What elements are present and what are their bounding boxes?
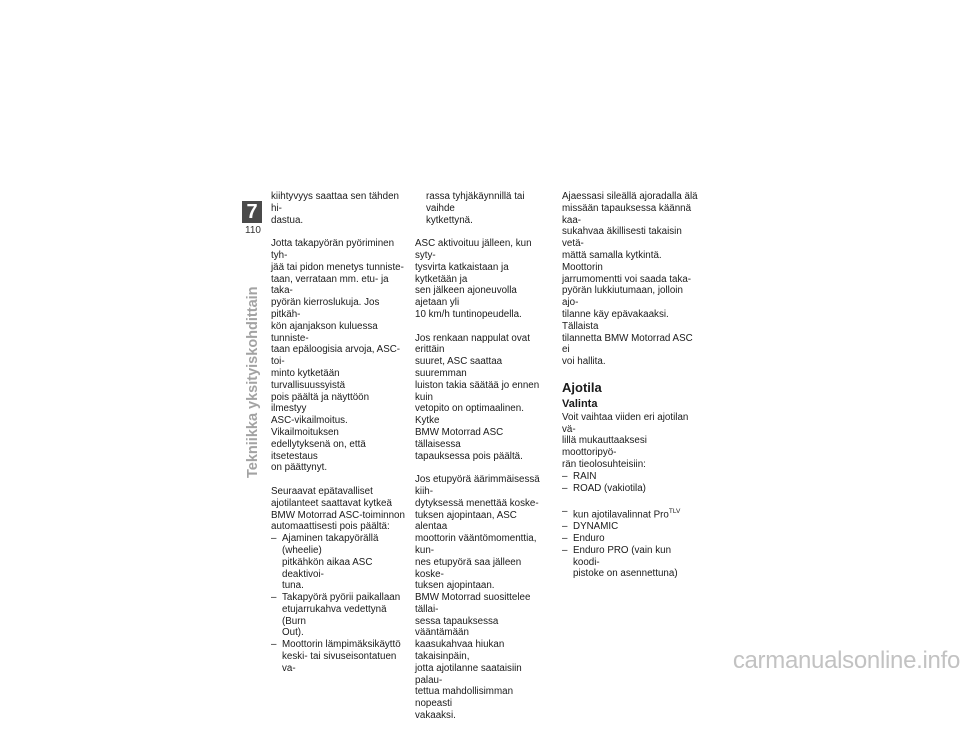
paragraph: kiihtyvyys saattaa sen tähden hi- dastua.	[271, 191, 399, 226]
section-heading: Ajotila	[562, 379, 602, 395]
list-item: – Moottorin lämpimäksikäyttö keski- tai sivuseisontatuen va-	[271, 639, 407, 674]
paragraph: Ajaessasi sileällä ajoradalla älä missään tapauksessa käännä kaa- sukahvaa äkillisesti takaisin vetä- mättä samalla kytkintä. Moottorin jarrumomentti voi saada taka- pyörän lukkiutumaan, jolloin ajo- tilanne käy epävakaaksi. Tällaista tilannetta BMW Motorrad ASC ei voi hallita.	[562, 191, 698, 368]
subsection-heading: Valinta	[562, 397, 598, 410]
paragraph: Voit vaihtaa viiden eri ajotilan vä- lillä mukauttaaksesi moottoripyö- rän tieolosuhteisiin:	[562, 411, 689, 470]
text-column-1	[271, 191, 407, 675]
list-item: – Takapyörä pyörii paikallaan etujarrukahva vedettynä (Burn Out).	[271, 592, 407, 639]
text-column-2	[415, 191, 551, 734]
list-item: – Ajaminen takapyörällä (wheelie) pitkähkön aikaa ASC deaktivoi- tuna.	[271, 533, 407, 592]
chapter-number-badge: 7	[242, 201, 262, 223]
watermark-text: carmanualsonline.info	[732, 647, 960, 674]
paragraph: ASC aktivoituu jälleen, kun syty- tysvirta katkaistaan ja kytketään ja sen jälkeen ajoneuvolla ajetaan yli 10 km/h tuntinopeudella.	[415, 238, 532, 320]
paragraph: Seuraavat epätavalliset ajotilanteet saattavat kytkeä BMW Motorrad ASC-toiminnon automaattisesti pois päältä:	[271, 485, 405, 533]
page-number: 110	[245, 225, 261, 236]
paragraph: Jos etupyörä äärimmäisessä kiih- dytyksessä menettää koske- tuksen ajopintaan, ASC alentaa moottorin vääntömomenttia, kun- nes etupyörä saa jälleen koske- tuksen ajopintaan.	[415, 474, 540, 592]
paragraph: BMW Motorrad suosittelee tällai- sessa tapauksessa vääntämään kaasukahvaa hiukan takaisinpäin, jotta ajotilanne saataisiin palau- tettua mahdollisimman nopeasti vakaaksi.	[415, 592, 531, 722]
list-item-continuation: rassa tyhjäkäynnillä tai vaihde kytkettynä.	[426, 191, 525, 226]
list-item: – ROAD (vakiotila)	[562, 483, 698, 495]
paragraph: Jotta takapyörän pyöriminen tyh- jää tai pidon menetys tunniste- taan, verrataan mm. etu- ja taka- pyörän kierroslukuja. Jos pitkäh- kön ajanjakson kuluessa tunniste- taan epäloogisia arvoja, ASC-toi- minto kytketään turvallisuussyistä pois päältä ja näyttöön ilmestyy ASC-vikailmoitus. Vikailmoituksen edellytyksenä on, että itsetestaus on päättynyt.	[271, 238, 404, 474]
list-item: – Enduro PRO (vain kun koodi- pistoke on asennettuna)	[562, 545, 698, 580]
list-item: – DYNAMIC	[562, 521, 698, 533]
list-item: – RAIN	[562, 471, 698, 483]
text-column-3	[562, 191, 698, 580]
superscript: TLV	[668, 508, 681, 516]
condition-list	[271, 533, 407, 675]
list-item	[562, 506, 698, 521]
list-item-text: kun ajotilavalinnat Pro	[573, 509, 669, 521]
pro-riding-mode-list	[562, 506, 698, 580]
paragraph: Jos renkaan nappulat ovat erittäin suuret, ASC saattaa suuremman luiston takia säätää jo ennen kuin vetopito on optimaalinen. Kytke BMW Motorrad ASC tällaisessa tapauksessa pois päältä.	[415, 332, 540, 462]
chapter-side-title: Tekniikka yksityiskohdittain	[245, 286, 261, 478]
list-item: – Enduro	[562, 533, 698, 545]
spacer	[562, 494, 698, 506]
riding-mode-list	[562, 471, 698, 495]
